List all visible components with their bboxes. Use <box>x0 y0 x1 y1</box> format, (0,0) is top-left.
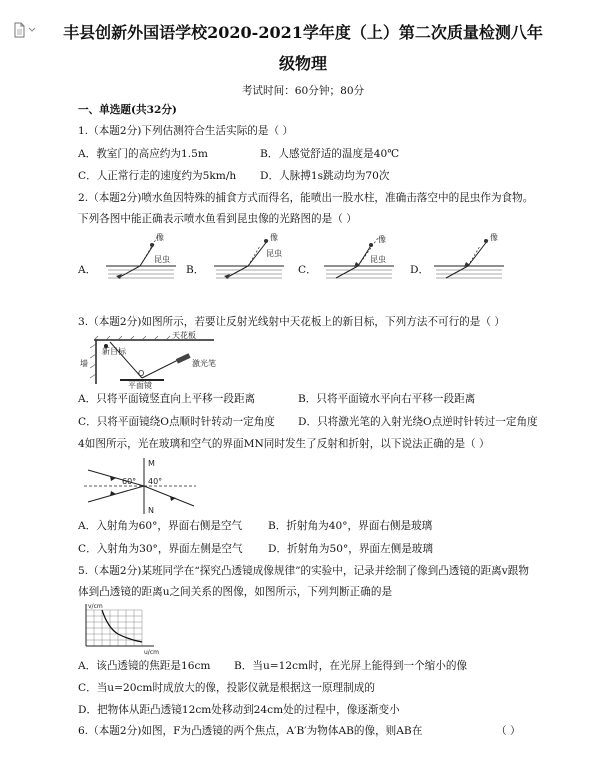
section-heading: 一、单选题(共32分) <box>78 104 177 116</box>
q3-option-b: B．只将平面镜水平向右平移一段距离 <box>298 393 476 405</box>
q5-graph <box>74 602 164 654</box>
q4-option-b: B．折射角为40°，界面右侧是玻璃 <box>268 520 433 532</box>
q3-stem: 3.（本题2分)如图所示，若要让反射光线射中天花板上的新目标，下列方法不可行的是（ ） <box>78 316 505 328</box>
label-insect: 昆虫 <box>266 249 282 258</box>
label-v-axis: v/cm <box>88 603 103 610</box>
q5-option-b: B．当u=12cm时，在光屏上能得到一个缩小的像 <box>234 660 468 672</box>
q6-stem: 6.（本题2分)如图，F为凸透镜的两个焦点，A′B′为物体AB的像，则AB在 <box>78 725 423 737</box>
q1-stem: 1.（本题2分)下列估测符合生活实际的是（ ） <box>78 125 294 137</box>
label-n: N <box>148 506 154 515</box>
label-m: M <box>148 459 155 468</box>
label-image: 像 <box>270 233 278 242</box>
q3-option-a: A．只将平面镜竖直向上平移一段距离 <box>78 393 256 405</box>
q1-option-c: C．人正常行走的速度约为5km/h <box>78 170 237 182</box>
label-ceiling: 天花板 <box>172 331 196 340</box>
q4-option-d: D．折射角为50°，界面左侧是玻璃 <box>268 543 433 555</box>
label-new-target: 新目标 <box>102 347 126 356</box>
q2-stem-line1: 2.（本题2分)喷水鱼因特殊的捕食方式而得名，能喷出一股水柱，准确击落空中的昆虫作为食物。 <box>78 192 534 204</box>
label-wall: 墙 <box>80 359 88 368</box>
q6-answer-paren: （ ） <box>496 725 521 737</box>
label-laser: 激光笔 <box>192 359 216 368</box>
q1-option-b: B．人感觉舒适的温度是40℃ <box>260 148 400 160</box>
label-mirror: 平面镜 <box>128 381 152 390</box>
doc-title-line2: 级物理 <box>278 54 327 73</box>
q2-figure-b <box>204 232 294 284</box>
q5-stem-line1: 5.（本题2分)某班同学在“探究凸透镜成像规律”的实验中，记录并绘制了像到凸透镜的距离v跟物 <box>78 565 529 577</box>
q2-option-c: C． <box>298 264 317 276</box>
q3-option-c: C．只将平面镜绕O点顺时针转动一定角度 <box>78 416 275 428</box>
q4-option-c: C．入射角为30°，界面左侧是空气 <box>78 543 243 555</box>
q4-stem: 4如图所示，光在玻璃和空气的界面MN同时发生了反射和折射，以下说法正确的是（ ） <box>78 438 490 450</box>
q2-stem-line2: 下列各图中能正确表示喷水鱼看到昆虫像的光路图的是（ ） <box>78 213 357 225</box>
q3-option-d: D．只将激光笔的入射光绕O点逆时针转过一定角度 <box>298 416 538 428</box>
label-image: 像 <box>156 233 164 242</box>
label-angle-60: 60° <box>122 477 137 486</box>
q1-option-d: D．人脉搏1s跳动均为70次 <box>260 170 390 182</box>
q5-stem-line2: 体到凸透镜的距离u之间关系的图像，如图所示，下列判断正确的是 <box>78 586 393 598</box>
label-image: 像 <box>490 233 498 242</box>
q5-option-a: A．该凸透镜的焦距是16cm <box>78 660 211 672</box>
doc-title-line1: 丰县创新外国语学校2020-2021学年度（上）第二次质量检测八年 <box>63 23 543 42</box>
label-o: O <box>138 369 145 378</box>
q2-figure-d <box>424 232 514 284</box>
q2-figure-c <box>314 232 404 284</box>
label-image: 像 <box>378 235 386 244</box>
q2-figure-a <box>96 232 186 284</box>
q3-figure <box>80 331 220 390</box>
q5-option-d: D．把物体从距凸透镜12cm处移动到24cm处的过程中，像逐渐变小 <box>78 704 400 716</box>
label-insect: 昆虫 <box>370 255 386 264</box>
q2-option-d: D． <box>410 264 430 276</box>
q5-option-c: C．当u=20cm时成放大的像，投影仪就是根据这一原理制成的 <box>78 682 375 694</box>
q2-option-b: B． <box>186 264 205 276</box>
label-angle-40: 40° <box>148 477 163 486</box>
q4-option-a: A．入射角为60°，界面右侧是空气 <box>78 520 243 532</box>
q1-option-a: A．教室门的高应约为1.5m <box>78 148 208 160</box>
q2-option-a: A． <box>78 264 97 276</box>
label-u-axis: u/cm <box>144 649 159 656</box>
exam-info: 考试时间：60分钟；80分 <box>241 85 365 97</box>
label-insect: 昆虫 <box>154 255 170 264</box>
q4-figure <box>80 456 200 516</box>
